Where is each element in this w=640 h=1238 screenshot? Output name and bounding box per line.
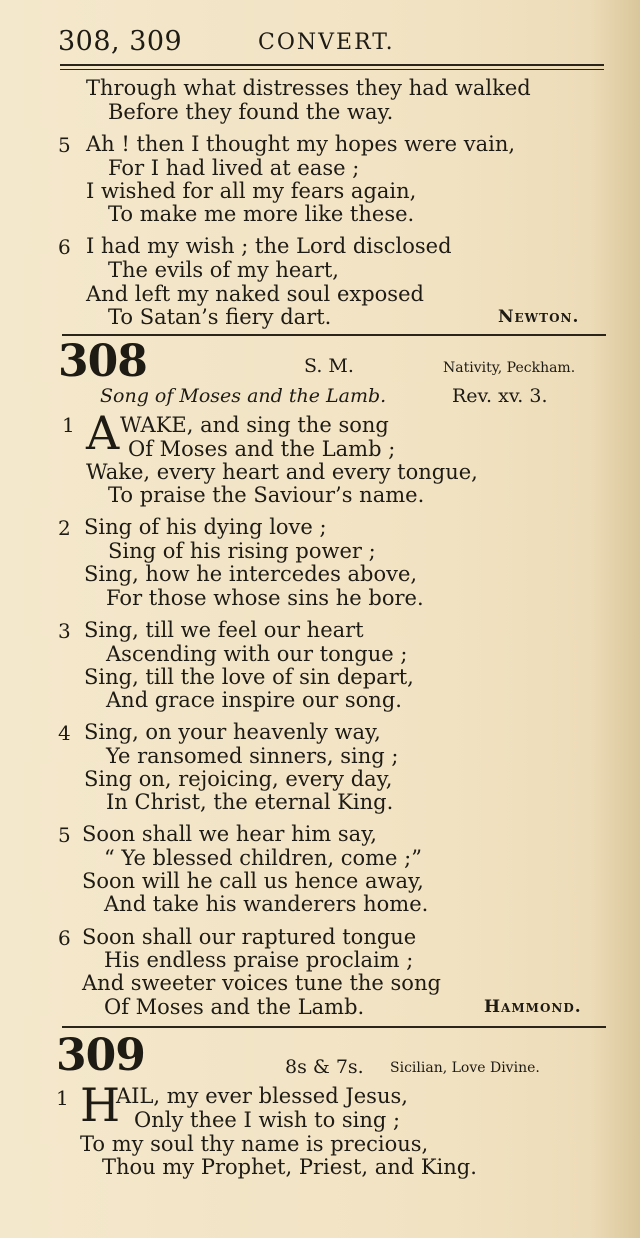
page-numbers: 308, 309 (58, 26, 183, 57)
verse-line: Wake, every heart and every tongue, (86, 460, 478, 484)
verse-number: 2 (58, 516, 71, 540)
verse-line: “ Ye blessed children, come ;” (104, 846, 422, 870)
verse-line: The evils of my heart, (108, 258, 339, 282)
verse-line: Sing on, rejoicing, every day, (84, 767, 393, 791)
verse-line: Sing, till we feel our heart (84, 618, 364, 642)
verse-line: And sweeter voices tune the song (82, 971, 441, 995)
verse-line: Sing of his rising power ; (108, 539, 376, 563)
verse-number: 5 (58, 133, 71, 157)
hymn-meter: S. M. (304, 355, 354, 377)
verse-line: And grace inspire our song. (106, 688, 402, 712)
verse-line: Ye ransomed sinners, sing ; (106, 744, 399, 768)
header-rule-thin (60, 69, 604, 70)
verse-line: Of Moses and the Lamb. (104, 995, 365, 1019)
hymn-number: 309 (56, 1030, 145, 1081)
verse-line: Thou my Prophet, Priest, and King. (102, 1155, 477, 1179)
section-rule (62, 1026, 606, 1028)
verse-line: Through what distresses they had walked (86, 76, 531, 100)
verse-number: 1 (56, 1086, 69, 1110)
verse-line: I had my wish ; the Lord disclosed (86, 234, 452, 258)
drop-cap: A (86, 406, 120, 460)
verse-line: Sing, how he intercedes above, (84, 562, 418, 586)
verse-line: His endless praise proclaim ; (104, 948, 414, 972)
verse-line: AIL, my ever blessed Jesus, (116, 1084, 408, 1108)
verse-line: To praise the Saviour’s name. (108, 483, 425, 507)
hymn-number: 308 (58, 336, 147, 387)
verse-line: To make me more like these. (108, 202, 415, 226)
verse-number: 3 (58, 619, 71, 643)
verse-number: 5 (58, 823, 71, 847)
running-title: CONVERT. (258, 30, 395, 55)
verse-line: Sing, on your heavenly way, (84, 720, 381, 744)
verse-line: I wished for all my fears again, (86, 179, 417, 203)
verse-line: And left my naked soul exposed (86, 282, 424, 306)
verse-number: 1 (62, 413, 75, 437)
hymn-subtitle: Song of Moses and the Lamb. (100, 385, 387, 407)
verse-line: Before they found the way. (108, 100, 394, 124)
verse-line: In Christ, the eternal King. (106, 790, 394, 814)
verse-line: Only thee I wish to sing ; (134, 1108, 401, 1132)
verse-line: To my soul thy name is precious, (80, 1132, 429, 1156)
verse-line: Of Moses and the Lamb ; (128, 437, 396, 461)
verse-line: WAKE, and sing the song (120, 413, 389, 437)
verse-number: 4 (58, 721, 71, 745)
verse-number: 6 (58, 235, 71, 259)
verse-line: Soon shall we hear him say, (82, 822, 377, 846)
verse-line: Sing of his dying love ; (84, 515, 327, 539)
verse-line: For those whose sins he bore. (106, 586, 424, 610)
verse-line: And take his wanderers home. (104, 892, 429, 916)
verse-line: For I had lived at ease ; (108, 156, 360, 180)
tune-names: Sicilian, Love Divine. (390, 1060, 540, 1076)
verse-number: 6 (58, 926, 71, 950)
header-rule (60, 64, 604, 66)
verse-line: Sing, till the love of sin depart, (84, 665, 414, 689)
verse-line: Soon will he call us hence away, (82, 869, 424, 893)
verse-line: Ah ! then I thought my hopes were vain, (86, 132, 516, 156)
author-attribution: Hammond. (484, 997, 582, 1017)
scripture-reference: Rev. xv. 3. (452, 385, 548, 407)
verse-line: Soon shall our raptured tongue (82, 925, 417, 949)
verse-line: Ascending with our tongue ; (106, 642, 408, 666)
verse-line: To Satan’s fiery dart. (108, 305, 332, 329)
tune-names: Nativity, Peckham. (443, 360, 576, 376)
author-attribution: Newton. (498, 307, 580, 327)
drop-cap: H (80, 1078, 121, 1132)
hymn-meter: 8s & 7s. (285, 1056, 364, 1078)
